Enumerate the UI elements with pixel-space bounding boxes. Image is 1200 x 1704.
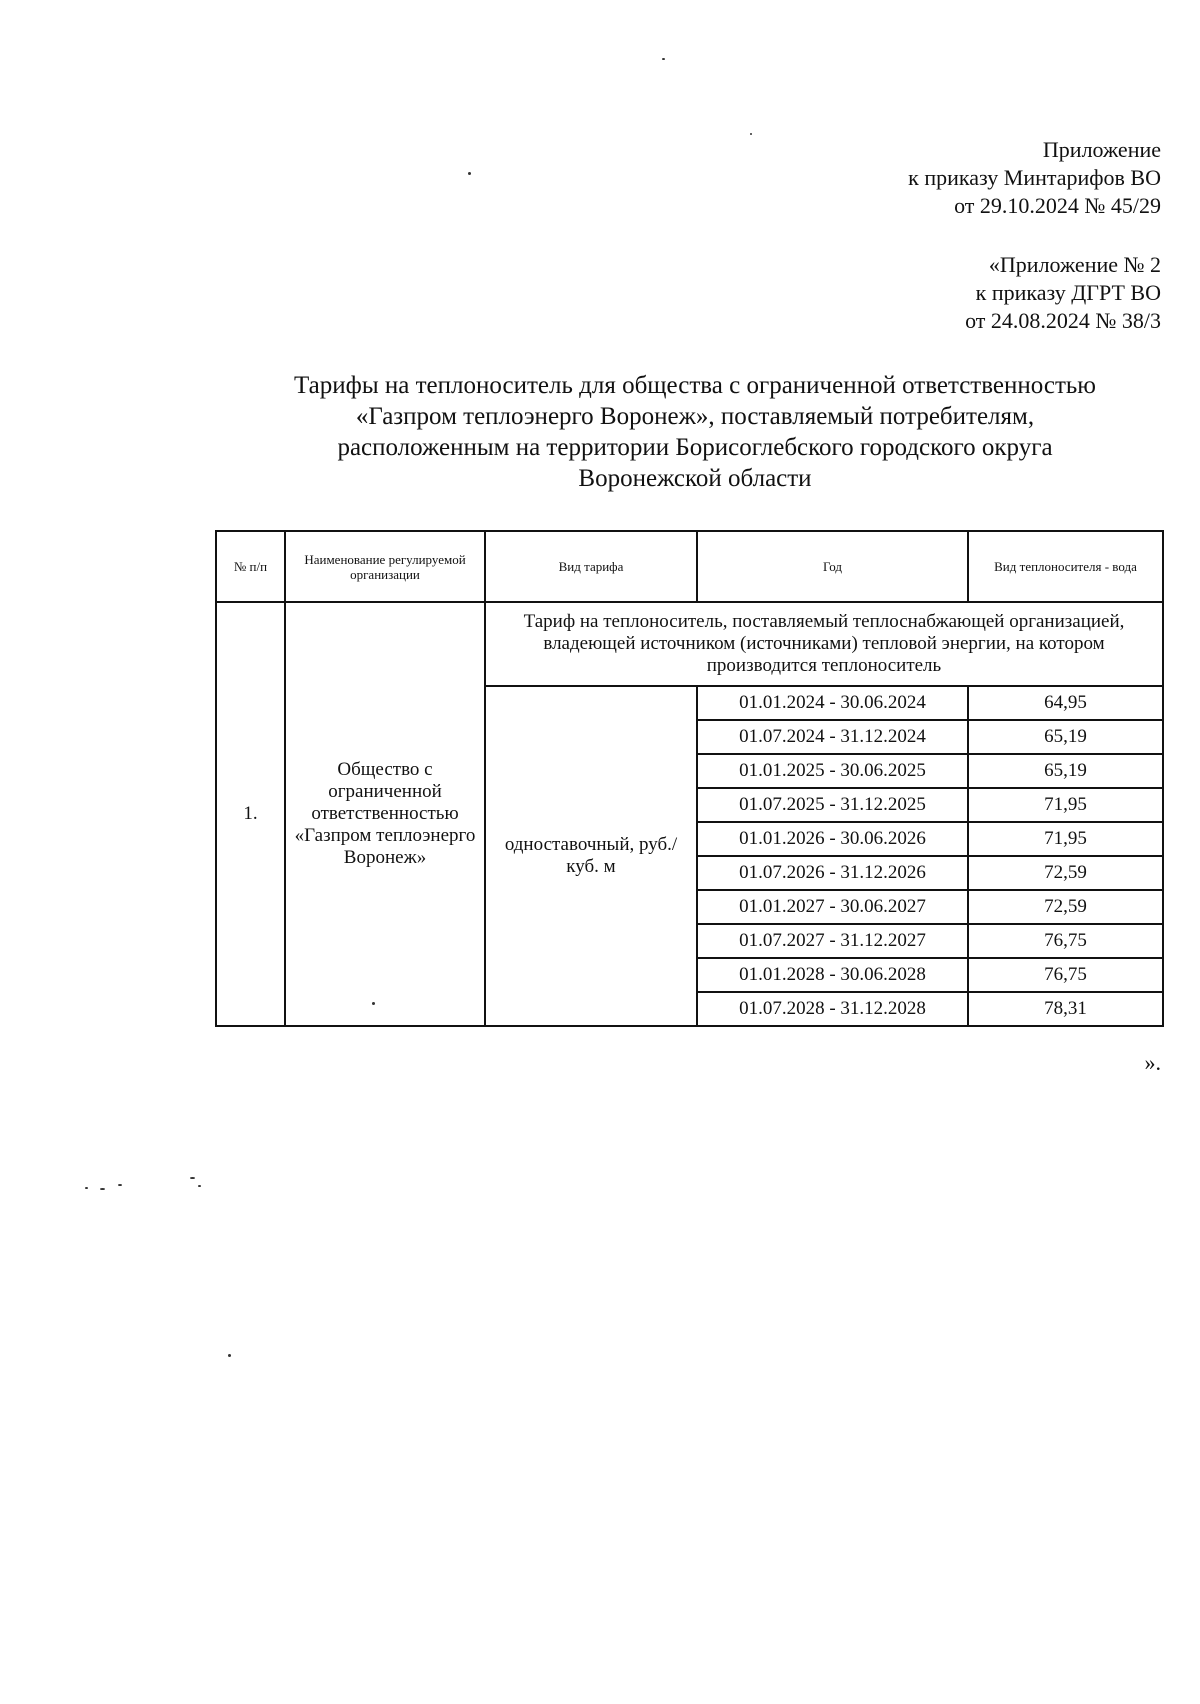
period-cell: 01.07.2027 - 31.12.2027 (697, 924, 968, 958)
appendix-line: «Приложение № 2 (988, 252, 1161, 277)
tariff-value-cell: 78,31 (968, 992, 1163, 1026)
appendix-line: от 29.10.2024 № 45/29 (954, 193, 1161, 218)
period-cell: 01.01.2027 - 30.06.2027 (697, 890, 968, 924)
scan-speck (118, 1184, 122, 1186)
tariff-value-cell: 71,95 (968, 822, 1163, 856)
header-number: № п/п (216, 531, 285, 602)
scan-speck (750, 133, 752, 135)
header-year: Год (697, 531, 968, 602)
period-cell: 01.07.2026 - 31.12.2026 (697, 856, 968, 890)
tariff-value-cell: 71,95 (968, 788, 1163, 822)
header-organization: Наименование регулируемой организации (285, 531, 485, 602)
original-appendix-header (965, 251, 1161, 335)
period-cell: 01.01.2028 - 30.06.2028 (697, 958, 968, 992)
header-tariff-type: Вид тарифа (485, 531, 697, 602)
tariff-value-cell: 64,95 (968, 686, 1163, 720)
table-header-row (216, 531, 1163, 602)
tariff-value-cell: 72,59 (968, 856, 1163, 890)
tariff-value-cell: 76,75 (968, 924, 1163, 958)
period-cell: 01.01.2026 - 30.06.2026 (697, 822, 968, 856)
tariff-value-cell: 65,19 (968, 720, 1163, 754)
tariff-table (215, 530, 1164, 1027)
scan-speck (468, 172, 471, 175)
tariff-kind: одноставочный, руб./куб. м (485, 686, 697, 1026)
period-cell: 01.07.2024 - 31.12.2024 (697, 720, 968, 754)
closing-quote: ». (1144, 1050, 1161, 1075)
scan-speck (228, 1354, 231, 1357)
scan-speck (85, 1187, 88, 1189)
appendix-line: к приказу ДГРТ ВО (975, 280, 1161, 305)
document-title (200, 370, 1190, 494)
row-number: 1. (216, 602, 285, 1026)
appendix-line: от 24.08.2024 № 38/3 (965, 308, 1161, 333)
scan-speck (100, 1188, 105, 1190)
group-title-row (216, 602, 1163, 686)
scan-speck (198, 1185, 201, 1187)
title-line: «Газпром теплоэнерго Воронеж», поставляемый потребителям, (355, 403, 1035, 430)
tariff-value-cell: 72,59 (968, 890, 1163, 924)
title-line: Воронежской области (578, 465, 812, 492)
appendix-line: Приложение (1042, 137, 1161, 162)
scan-speck (190, 1177, 195, 1179)
scan-speck (662, 58, 665, 60)
organization-name: Общество с ограниченной ответственностью «Газпром теплоэнерго Воронеж» (285, 602, 485, 1026)
appendix-line: к приказу Минтарифов ВО (908, 165, 1161, 190)
tariff-value-cell: 76,75 (968, 958, 1163, 992)
period-cell: 01.07.2028 - 31.12.2028 (697, 992, 968, 1026)
title-line: расположенным на территории Борисоглебского городского округа (337, 434, 1053, 461)
period-cell: 01.01.2025 - 30.06.2025 (697, 754, 968, 788)
tariff-group-title: Тариф на теплоноситель, поставляемый теплоснабжающей организацией, владеющей источником (источниками) тепловой энергии, на котором производится теплоноситель (485, 602, 1163, 686)
title-line: Тарифы на теплоноситель для общества с ограниченной ответственностью (294, 372, 1096, 399)
tariff-value-cell: 65,19 (968, 754, 1163, 788)
period-cell: 01.07.2025 - 31.12.2025 (697, 788, 968, 822)
scan-speck (372, 1002, 375, 1005)
period-cell: 01.01.2024 - 30.06.2024 (697, 686, 968, 720)
header-heat-carrier: Вид теплоносителя - вода (968, 531, 1163, 602)
appendix-header (908, 136, 1161, 220)
